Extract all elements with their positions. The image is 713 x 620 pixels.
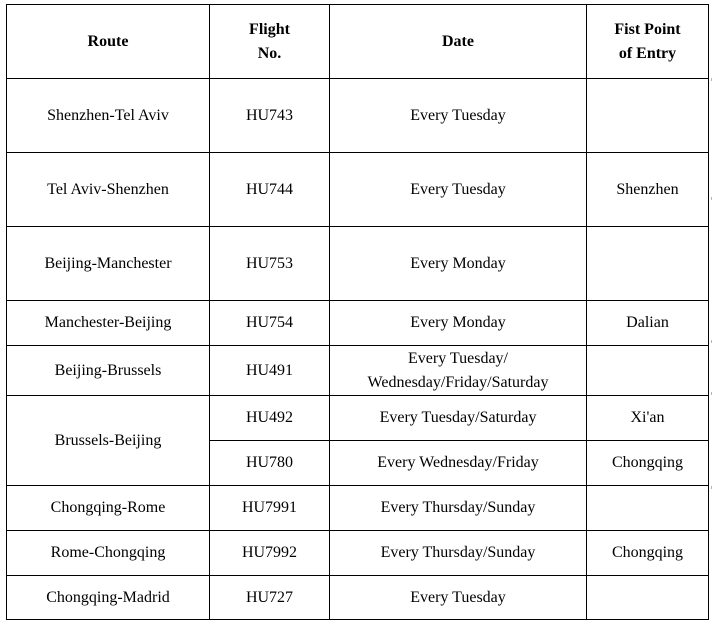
entry-point-cell bbox=[587, 576, 709, 620]
table-row bbox=[7, 346, 709, 396]
flight-number-cell: HU744 bbox=[210, 153, 330, 227]
table-row bbox=[7, 301, 709, 346]
first-point-of-entry-header: Fist Point of Entry bbox=[587, 5, 709, 79]
table-row bbox=[7, 576, 709, 620]
table-row bbox=[7, 79, 709, 153]
entry-point-cell bbox=[587, 227, 709, 301]
route-cell: Rome-Chongqing bbox=[7, 531, 210, 576]
table-row bbox=[7, 227, 709, 301]
date-cell: Every Tuesday bbox=[330, 153, 587, 227]
entry-point-cell: Chongqing bbox=[587, 531, 709, 576]
date-cell: Every Wednesday/Friday bbox=[330, 441, 587, 486]
row-boundary-mark bbox=[711, 340, 712, 343]
entry-point-cell: Xi'an bbox=[587, 396, 709, 441]
flight-schedule-table bbox=[6, 4, 709, 620]
table-row bbox=[7, 396, 709, 441]
date-cell: Every Tuesday bbox=[330, 576, 587, 620]
header-row bbox=[7, 5, 709, 79]
route-cell: Shenzhen-Tel Aviv bbox=[7, 79, 210, 153]
table-row bbox=[7, 153, 709, 227]
route-cell: Beijing-Brussels bbox=[7, 346, 210, 396]
row-boundary-mark bbox=[711, 78, 712, 81]
date-cell: Every Tuesday bbox=[330, 79, 587, 153]
date-cell: Every Thursday/Sunday bbox=[330, 531, 587, 576]
flight-number-cell: HU743 bbox=[210, 79, 330, 153]
date-cell: Every Monday bbox=[330, 227, 587, 301]
flight-number-cell: HU491 bbox=[210, 346, 330, 396]
flight-number-cell: HU7991 bbox=[210, 486, 330, 531]
date-cell: Every Thursday/Sunday bbox=[330, 486, 587, 531]
entry-point-cell: Dalian bbox=[587, 301, 709, 346]
route-cell: Tel Aviv-Shenzhen bbox=[7, 153, 210, 227]
route-cell: Chongqing-Rome bbox=[7, 486, 210, 531]
entry-point-cell: Shenzhen bbox=[587, 153, 709, 227]
flight-number-cell: HU780 bbox=[210, 441, 330, 486]
date-cell: Every Monday bbox=[330, 301, 587, 346]
entry-point-cell bbox=[587, 79, 709, 153]
flight-number-cell: HU492 bbox=[210, 396, 330, 441]
flight-number-cell: HU727 bbox=[210, 576, 330, 620]
flight-number-cell: HU753 bbox=[210, 227, 330, 301]
route-cell: Manchester-Beijing bbox=[7, 301, 210, 346]
table-row bbox=[7, 486, 709, 531]
date-cell: Every Tuesday/ Wednesday/Friday/Saturday bbox=[330, 346, 587, 396]
flight-number-header: Flight No. bbox=[210, 5, 330, 79]
row-boundary-mark bbox=[711, 392, 712, 395]
route-cell: Brussels-Beijing bbox=[7, 396, 210, 486]
row-boundary-mark bbox=[711, 197, 712, 200]
date-header: Date bbox=[330, 5, 587, 79]
entry-point-cell bbox=[587, 486, 709, 531]
entry-point-cell: Chongqing bbox=[587, 441, 709, 486]
route-cell: Chongqing-Madrid bbox=[7, 576, 210, 620]
table-row bbox=[7, 531, 709, 576]
entry-point-cell bbox=[587, 346, 709, 396]
date-cell: Every Tuesday/Saturday bbox=[330, 396, 587, 441]
flight-number-cell: HU754 bbox=[210, 301, 330, 346]
route-header: Route bbox=[7, 5, 210, 79]
row-boundary-mark bbox=[711, 486, 712, 489]
flight-number-cell: HU7992 bbox=[210, 531, 330, 576]
route-cell: Beijing-Manchester bbox=[7, 227, 210, 301]
